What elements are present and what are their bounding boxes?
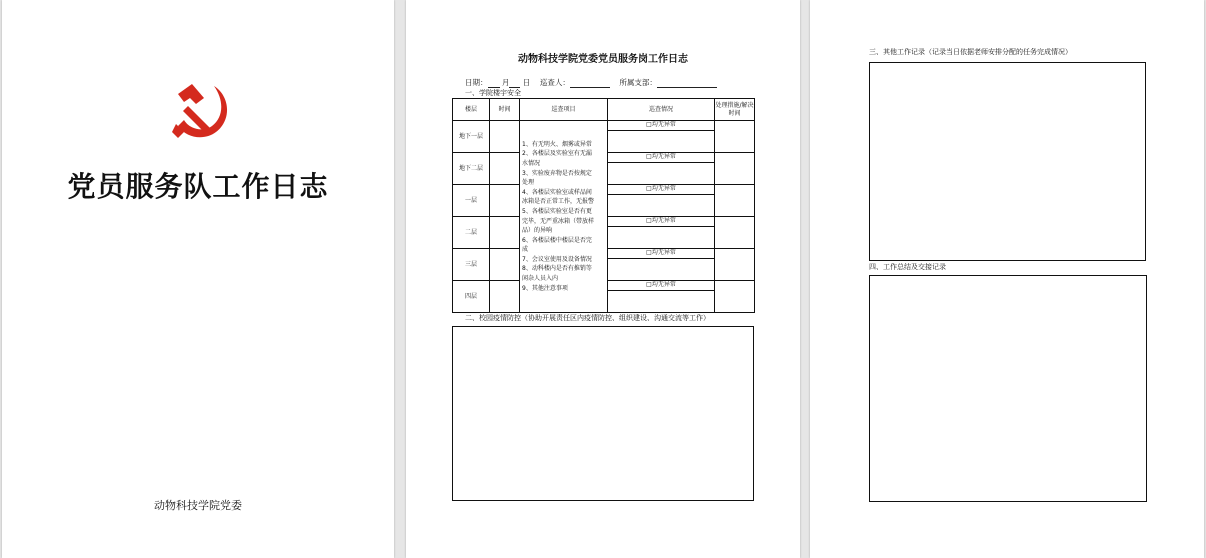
header-status: 巡查情况 xyxy=(608,99,715,121)
floor-cell: 三层 xyxy=(453,249,490,281)
inspector-label: 巡查人： xyxy=(539,78,570,87)
inspector-blank[interactable] xyxy=(570,79,610,88)
status-checkbox[interactable]: □均无异常 xyxy=(608,281,714,291)
status-cell xyxy=(608,217,715,249)
header-items: 巡查项目 xyxy=(520,99,608,121)
month-blank[interactable] xyxy=(488,79,500,88)
status-checkbox[interactable]: □均无异常 xyxy=(608,153,714,163)
status-notes[interactable] xyxy=(608,163,714,184)
action-cell[interactable] xyxy=(715,249,755,281)
items-cell xyxy=(520,121,608,313)
action-cell[interactable] xyxy=(715,153,755,185)
status-cell xyxy=(608,153,715,185)
item-line: 3、实验废弃物是否按规定 xyxy=(522,169,592,177)
branch-blank[interactable] xyxy=(657,79,717,88)
item-line: 2、各楼层及实验室有无漏 xyxy=(522,150,592,158)
status-checkbox[interactable]: □均无异常 xyxy=(608,185,714,195)
item-line: 冰箱是否正常工作，无报警 xyxy=(522,198,595,206)
item-line: 9、其他注意事项 xyxy=(522,284,568,292)
inspection-table xyxy=(452,98,755,313)
item-line: 成 xyxy=(522,246,529,254)
summary-handover-box[interactable] xyxy=(869,275,1147,502)
status-notes[interactable] xyxy=(608,131,714,152)
day-label: 日 xyxy=(522,78,531,87)
action-cell[interactable] xyxy=(715,217,755,249)
cover-org: 动物科技学院党委 xyxy=(154,499,242,512)
item-line: 8、动科楼内是否有推销等 xyxy=(522,265,592,273)
branch-label: 所属支部： xyxy=(619,78,657,87)
item-line: 6、各楼层楼中楼层是否完 xyxy=(522,236,592,244)
floor-cell: 四层 xyxy=(453,281,490,313)
header-action: 处理措施/解决时间 xyxy=(715,99,755,121)
time-cell[interactable] xyxy=(490,185,520,217)
status-cell xyxy=(608,121,715,153)
item-line: 完毕，无严重冰箱（带放样 xyxy=(522,217,595,225)
item-line: 品）的异响 xyxy=(522,227,553,235)
floor-cell: 二层 xyxy=(453,217,490,249)
item-line: 1、有无明火、烟雾或异常 xyxy=(522,140,592,148)
action-cell[interactable] xyxy=(715,121,755,153)
action-cell[interactable] xyxy=(715,185,755,217)
log-title: 动物科技学院党委党员服务岗工作日志 xyxy=(518,54,688,65)
date-label: 日期： xyxy=(465,78,488,87)
floor-cell: 一层 xyxy=(453,185,490,217)
table-row xyxy=(453,121,755,153)
month-label: 月 xyxy=(501,78,510,87)
floor-cell: 地下二层 xyxy=(453,153,490,185)
time-cell[interactable] xyxy=(490,281,520,313)
action-cell[interactable] xyxy=(715,281,755,313)
status-cell xyxy=(608,185,715,217)
status-notes[interactable] xyxy=(608,291,714,312)
status-notes[interactable] xyxy=(608,195,714,216)
item-line: 闲杂人员入内 xyxy=(522,275,559,283)
item-line: 7、会议室使用及设备情况 xyxy=(522,255,592,263)
status-checkbox[interactable]: □均无异常 xyxy=(608,217,714,227)
cover-page xyxy=(2,0,394,558)
time-cell[interactable] xyxy=(490,121,520,153)
item-line: 水情况 xyxy=(522,159,541,167)
hammer-sickle-icon xyxy=(170,80,232,140)
time-cell[interactable] xyxy=(490,217,520,249)
status-notes[interactable] xyxy=(608,227,714,248)
other-work-box[interactable] xyxy=(869,62,1146,261)
cover-title: 党员服务队工作日志 xyxy=(67,170,329,203)
section4-label: 四、工作总结及交接记录 xyxy=(869,263,946,271)
section1-label: 一、学院楼宇安全 xyxy=(465,89,521,97)
status-checkbox[interactable]: □均无异常 xyxy=(608,121,714,131)
header-floor: 楼层 xyxy=(453,99,490,121)
item-line: 处理 xyxy=(522,179,535,187)
status-checkbox[interactable]: □均无异常 xyxy=(608,249,714,259)
status-notes[interactable] xyxy=(608,259,714,280)
floor-cell: 地下一层 xyxy=(453,121,490,153)
meta-line xyxy=(465,77,717,88)
epidemic-record-box[interactable] xyxy=(452,326,754,501)
time-cell[interactable] xyxy=(490,249,520,281)
section3-label: 三、其他工作记录（记录当日依据老师安排分配的任务完成情况） xyxy=(869,48,1072,56)
item-line: 4、各楼层实验室或样品间 xyxy=(522,188,592,196)
item-line: 5、各楼层实验室是否有更 xyxy=(522,207,592,215)
day-blank[interactable] xyxy=(509,79,520,88)
status-cell xyxy=(608,281,715,313)
time-cell[interactable] xyxy=(490,153,520,185)
log-page xyxy=(406,0,800,558)
section2-label: 二、校园疫情防控（协助开展责任区内疫情防控、组织建设、沟通交流等工作） xyxy=(465,314,710,322)
header-time: 时间 xyxy=(490,99,520,121)
table-header-row xyxy=(453,99,755,121)
records-page xyxy=(810,0,1204,558)
status-cell xyxy=(608,249,715,281)
